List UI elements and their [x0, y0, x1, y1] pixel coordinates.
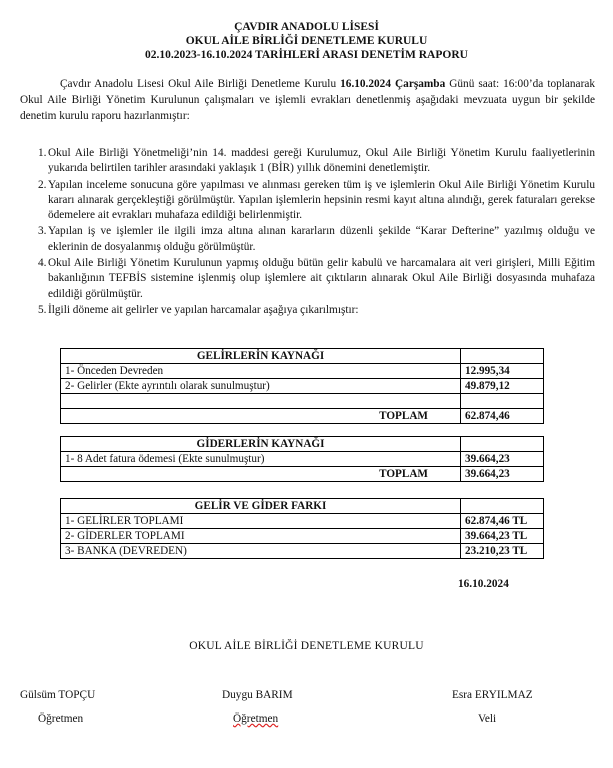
item-text: Okul Aile Birliği Yönetim Kurulunun yapmış olduğu bütün gelir kabulü ve harcamalara ait veri girişleri, Milli Eğitim bakanlığının TEFBİS sistemine işlenmiş olup işlemlere ait çıktıların alınarak Okul Aile Birliği dosyasında muhafaza edildiği görülmüştür. [48, 257, 595, 300]
list-item [20, 178, 595, 224]
income-total-value: 62.874,46 [461, 409, 544, 424]
table-row [61, 514, 544, 529]
table-row [61, 394, 544, 409]
table-row [61, 349, 544, 364]
item-text: Okul Aile Birliği Yönetmeliği’nin 14. maddesi gereği Kurulumuz, Okul Aile Birliği Yönetim Kurulu faaliyetlerinin yukarıda belirtilen tarihler arasındaki yaklaşık 1 (BİR) yıllık dönemini denetlemiştir. [48, 147, 595, 175]
item-number: 4. [38, 257, 47, 270]
report-date: 16.10.2024 [458, 578, 509, 590]
table-cell [461, 394, 544, 409]
list-item [20, 256, 595, 302]
item-number: 2. [38, 178, 47, 191]
income-title: GELİRLERİN KAYNAĞI [61, 349, 461, 364]
intro-text-1: Çavdır Anadolu Lisesi Okul Aile Birliği Denetleme Kurulu [60, 78, 341, 90]
table-cell: 2- Gelirler (Ekte ayrıntılı olarak sunulmuştur) [61, 379, 461, 394]
committee-signature-title: OKUL AİLE BİRLİĞİ DENETLEME KURULU [189, 640, 424, 652]
table-cell: 1- 8 Adet fatura ödemesi (Ekte sunulmuştur) [61, 452, 461, 467]
signer-name: Gülsüm TOPÇU [20, 689, 96, 701]
table-cell: 62.874,46 TL [461, 514, 544, 529]
table-row [61, 409, 544, 424]
intro-text-2: Günü saat: 16:00’da toplanarak Okul Aile Birliği Yönetim Kurulunun çalışmaları ve işlemli evrakları denetlenmiş aşağıdaki mevzuata uygun bir şekilde denetim kurulu raporu hazırlanmıştır: [20, 78, 595, 122]
table-row [61, 529, 544, 544]
school-title: ÇAVDIR ANADOLU LİSESİ [234, 21, 379, 33]
table-cell: 2- GİDERLER TOPLAMI [61, 529, 461, 544]
item-number: 5. [38, 303, 47, 316]
table-row [61, 467, 544, 482]
findings-list [20, 146, 595, 318]
expense-total-label: TOPLAM [61, 467, 461, 482]
income-total-label: TOPLAM [61, 409, 461, 424]
table-cell: 3- BANKA (DEVREDEN) [61, 544, 461, 559]
report-title: 02.10.2023-16.10.2024 TARİHLERİ ARASI DENETİM RAPORU [145, 49, 468, 61]
table-row [61, 544, 544, 559]
table-cell [461, 349, 544, 364]
intro-date: 16.10.2024 Çarşamba [340, 78, 446, 90]
table-cell [61, 394, 461, 409]
signer-role: Öğretmen [233, 713, 279, 725]
item-number: 1. [38, 147, 47, 159]
signer-role: Öğretmen [38, 713, 84, 725]
difference-title: GELİR VE GİDER FARKI [61, 499, 461, 514]
item-text: Yapılan iş ve işlemler ile ilgili imza altına alınan kararların düzenli şekilde “Karar Defterine” yazılmış olduğu ve eklerinin de dosyalanmış olduğu görülmüştür. [48, 225, 595, 253]
item-text: İlgili döneme ait gelirler ve yapılan harcamalar aşağıya çıkarılmıştır: [48, 303, 359, 316]
signer-name: Duygu BARIM [222, 689, 293, 701]
table-row [61, 452, 544, 467]
list-item [20, 224, 595, 255]
list-item [20, 303, 595, 318]
list-item [20, 146, 595, 177]
expense-total-value: 39.664,23 [461, 467, 544, 482]
table-cell: 1- Önceden Devreden [61, 364, 461, 379]
table-cell: 39.664,23 TL [461, 529, 544, 544]
income-table [60, 348, 544, 424]
table-row [61, 364, 544, 379]
table-cell: 1- GELİRLER TOPLAMI [61, 514, 461, 529]
item-text: Yapılan inceleme sonucuna göre yapılması ve alınması gereken tüm iş ve işlemlerin Okul Aile Birliği Yönetim Kurulu kararı alınarak gerçekleştiği görülmüştür. Yapılan işlemlerin hepsinin resmi kayıt altına alındığı, gerek faturaları gerekse ödemelere ait evrakları muhafaza edildiği belirlenmiştir. [48, 178, 595, 222]
table-row [61, 499, 544, 514]
item-number: 3. [38, 225, 47, 238]
committee-title: OKUL AİLE BİRLİĞİ DENETLEME KURULU [185, 35, 428, 47]
table-row [61, 379, 544, 394]
difference-table [60, 498, 544, 559]
table-cell [461, 437, 544, 452]
table-cell: 49.879,12 [461, 379, 544, 394]
expense-title: GİDERLERİN KAYNAĞI [61, 437, 461, 452]
table-cell [461, 499, 544, 514]
table-cell: 23.210,23 TL [461, 544, 544, 559]
expense-table [60, 436, 544, 482]
intro-paragraph [20, 76, 595, 124]
signer-role: Veli [478, 713, 497, 725]
table-cell: 39.664,23 [461, 452, 544, 467]
table-cell: 12.995,34 [461, 364, 544, 379]
table-row [61, 437, 544, 452]
signer-name: Esra ERYILMAZ [452, 689, 533, 701]
